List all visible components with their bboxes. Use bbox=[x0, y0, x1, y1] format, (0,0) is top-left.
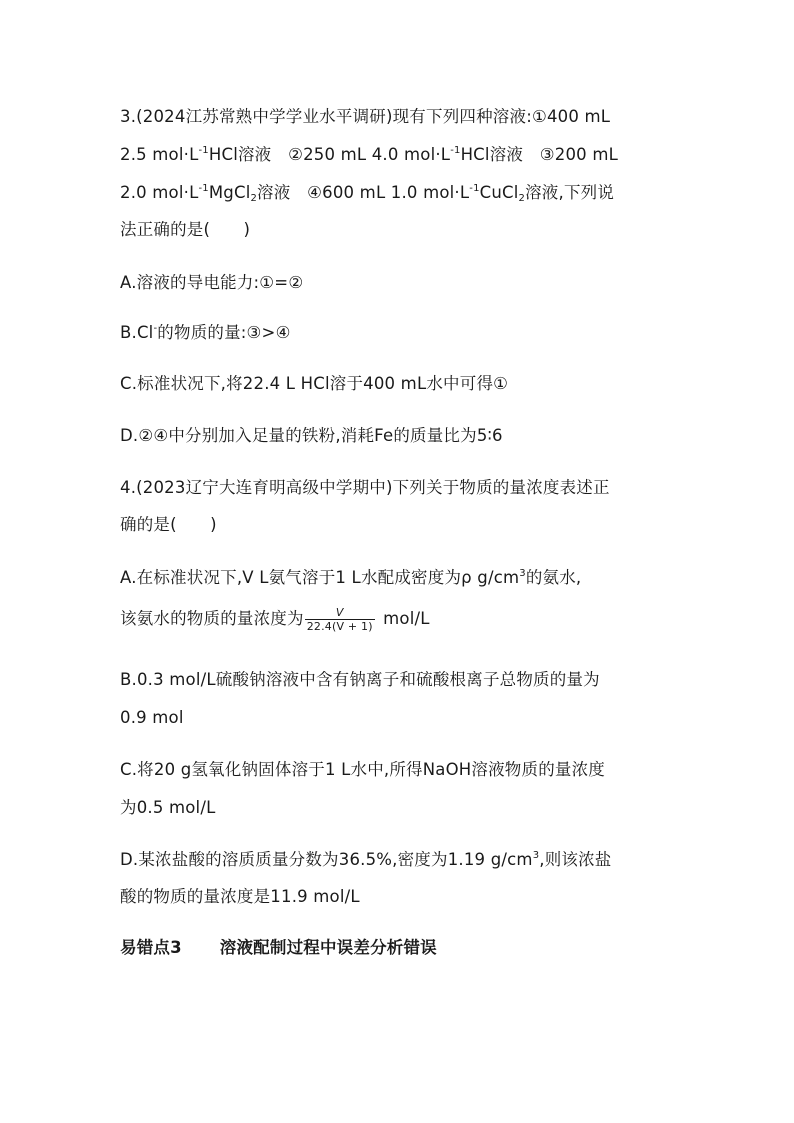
fraction-numerator: V bbox=[335, 606, 344, 619]
q3-stem-line-4: 法正确的是( ) bbox=[120, 220, 251, 239]
q4-stem-line-2: 确的是( ) bbox=[120, 515, 217, 534]
heading-title: 溶液配制过程中误差分析错误 bbox=[219, 938, 437, 957]
q4-option-d-line-2: 酸的物质的量浓度是11.9 mol/L bbox=[120, 887, 360, 906]
q3-option-a: A.溶液的导电能力:①=② bbox=[120, 273, 304, 292]
q4-option-a-line-1: A.在标准状况下,V L氨气溶于1 L水配成密度为ρ $g/cm^3$的氨水, bbox=[120, 568, 582, 587]
q3-stem-line-3: 2.0 $mol\cdot L^{-1}MgCl_2$溶液 ④600 mL 1.0 $mol\cdot L^{-1}CuCl_2$溶液,下列说 bbox=[120, 183, 615, 204]
q4-option-b-line-2: 0.9 mol bbox=[120, 708, 184, 727]
section-heading bbox=[120, 937, 437, 959]
q3-option-d: D.②④中分别加入足量的铁粉,消耗Fe的质量比为5∶6 bbox=[120, 426, 503, 445]
concentration-fraction bbox=[305, 606, 375, 633]
q4-option-c-line-1: C.将20 g氢氧化钠固体溶于1 L水中,所得NaOH溶液物质的量浓度 bbox=[120, 760, 606, 779]
q3-option-c: C.标准状况下,将22.4 L HCl溶于400 mL水中可得① bbox=[120, 374, 509, 393]
q3-stem-line-1: 3.(2024江苏常熟中学学业水平调研)现有下列四种溶液:①400 mL bbox=[120, 107, 611, 126]
fraction-denominator: 22.4(V + 1) bbox=[306, 620, 373, 633]
q4-option-c-line-2: 为0.5 mol/L bbox=[120, 798, 216, 817]
heading-label: 易错点3 bbox=[120, 938, 182, 957]
q3-option-b: B.Cl-的物质的量:③>④ bbox=[120, 323, 291, 342]
q4-option-b-line-1: B.0.3 mol/L硫酸钠溶液中含有钠离子和硫酸根离子总物质的量为 bbox=[120, 670, 600, 689]
q4-option-d-line-1: D.某浓盐酸的溶质质量分数为36.5%,密度为1.19 $g/cm^3$,则该浓盐 bbox=[120, 850, 612, 869]
q3-stem-line-2: 2.5 $mol\cdot L^{-1}HCl$溶液 ②250 mL 4.0 $mol\cdot L^{-1}HCl$溶液 ③200 mL bbox=[120, 145, 618, 164]
q4-stem-line-1: 4.(2023辽宁大连育明高级中学期中)下列关于物质的量浓度表述正 bbox=[120, 478, 610, 497]
q4-option-a-line-2: 该氨水的物质的量浓度为 $\frac{V}{22.4(V + 1)}$ mol/L bbox=[120, 606, 430, 633]
